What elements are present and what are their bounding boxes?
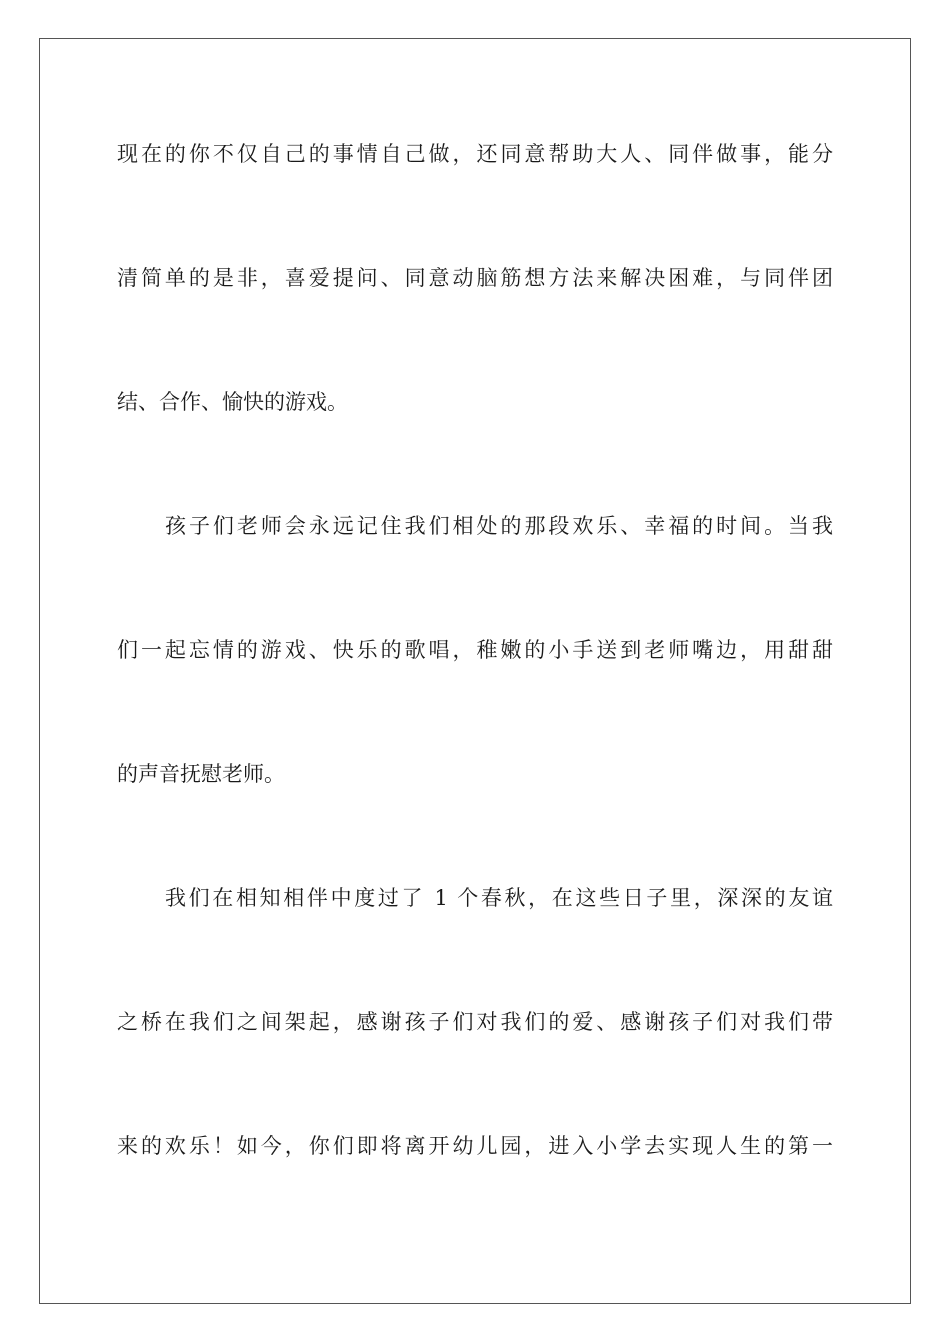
paragraph-2-line-2: 们一起忘情的游戏、快乐的歌唱，稚嫩的小手送到老师嘴边，用甜甜: [117, 638, 833, 662]
paragraph-1-line-3: 结、合作、愉快的游戏。: [117, 390, 348, 414]
paragraph-2-line-1: 孩子们老师会永远记住我们相处的那段欢乐、幸福的时间。当我: [165, 514, 833, 538]
paragraph-1-line-2: 清简单的是非，喜爱提问、同意动脑筋想方法来解决困难，与同伴团: [117, 266, 833, 290]
page-border: [39, 38, 911, 1304]
paragraph-3-line-1: 我们在相知相伴中度过了 1 个春秋，在这些日子里，深深的友谊: [165, 886, 833, 910]
paragraph-3-line-3: 来的欢乐！如今，你们即将离开幼儿园，进入小学去实现人生的第一: [117, 1134, 833, 1158]
paragraph-1-line-1: 现在的你不仅自己的事情自己做，还同意帮助大人、同伴做事，能分: [117, 142, 833, 166]
paragraph-2-line-3: 的声音抚慰老师。: [117, 762, 285, 786]
paragraph-3-line-2: 之桥在我们之间架起，感谢孩子们对我们的爱、感谢孩子们对我们带: [117, 1010, 833, 1034]
